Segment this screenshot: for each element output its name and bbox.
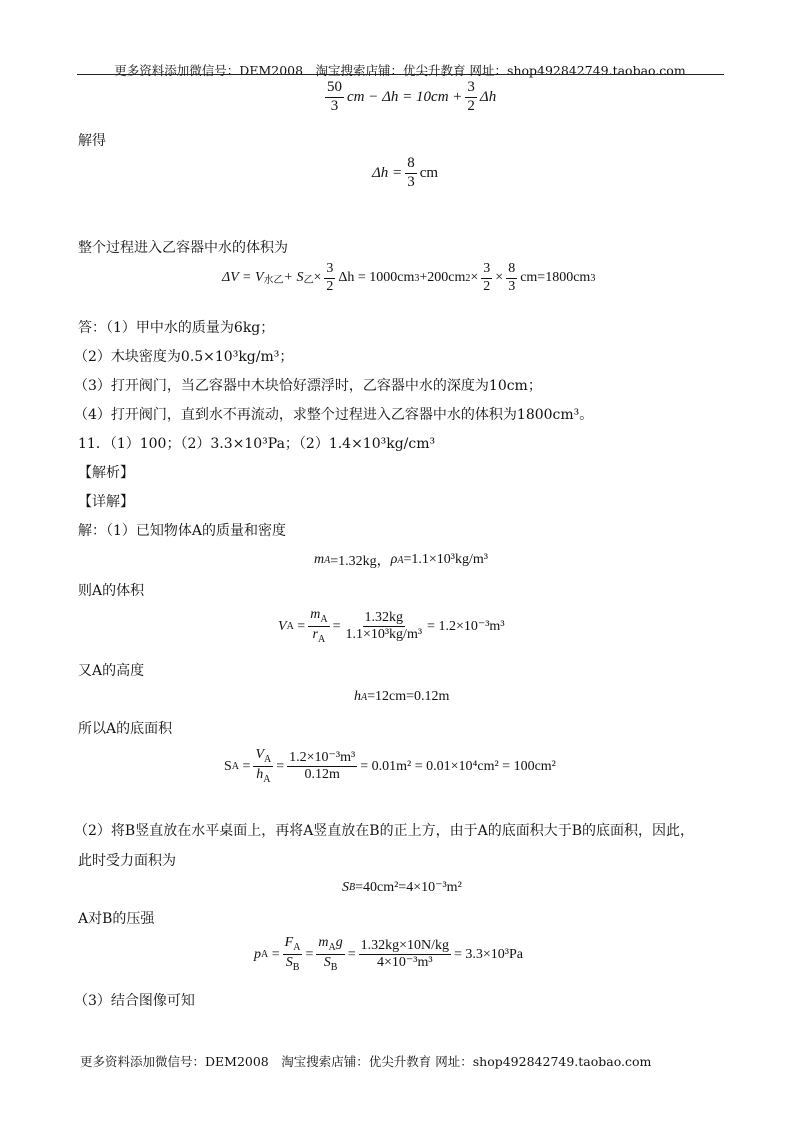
section-xiangjie: 【详解】 bbox=[78, 494, 134, 510]
text-jiede: 解得 bbox=[78, 133, 106, 149]
fraction: $\frac{3}{2}$ bbox=[467, 79, 475, 114]
answer-line: （3）打开阀门，当乙容器中木块恰好漂浮时，乙容器中水的深度为10cm； bbox=[74, 378, 542, 394]
text-total-volume: 整个过程进入乙容器中水的体积为 bbox=[78, 240, 288, 256]
question-11-answer: 11．（1）100；（2）3.3×10³Pa；（2）1.4×10³kg/cm³ bbox=[78, 436, 436, 452]
paragraph-2-line2: 此时受力面积为 bbox=[78, 853, 176, 869]
equation-5: V A = $\frac{m_A}{r_A}$ = $\frac{1.32kg}{\text{1.1×10³kg/m³}}$ = 1.2×10⁻³m³ bbox=[278, 607, 505, 646]
solution-step: 解：（1）已知物体A的质量和密度 bbox=[78, 523, 287, 539]
solution-step: 则A的体积 bbox=[78, 583, 145, 599]
equation-2: Δh = $\frac{8}{3}$ cm bbox=[372, 155, 439, 190]
answer-line: （2）木块密度为0.5×10³kg/m³； bbox=[74, 349, 294, 365]
equation-9: p A = $\frac{F_A}{S_B}$ = $\frac{m_Ag}{S_B}$ = $\frac{1.32kg\times 10N/kg}{\text{4×10⁻³m³}}$ = 3.3×10³Pa bbox=[254, 935, 524, 974]
answer-line: （4）打开阀门，直到水不再流动，求整个过程进入乙容器中水的体积为1800cm³。 bbox=[74, 407, 594, 423]
equation-8: S B =40cm²=4×10⁻³m² bbox=[342, 879, 462, 895]
solution-step: A对B的压强 bbox=[78, 911, 155, 927]
section-jiexi: 【解析】 bbox=[78, 465, 134, 481]
page-footer: 更多资料添加微信号：DEM2008 淘宝搜索店铺：优尖升教育 网址：shop492842749.taobao.com bbox=[80, 1054, 652, 1069]
equation-6: h A =12cm=0.12m bbox=[354, 689, 450, 704]
fraction: $\frac{50}{3}$ bbox=[327, 79, 342, 114]
solution-step: 又A的高度 bbox=[78, 663, 145, 679]
solution-step: （3）结合图像可知 bbox=[74, 993, 195, 1009]
answer-line: 答：（1）甲中水的质量为6kg； bbox=[78, 320, 275, 336]
equation-7: S A = $\frac{V_A}{h_A}$ = $\frac{\text{1.2×10⁻³m³}}{0.12m}$ = 0.01m² = 0.01×10⁴cm² = 100cm² bbox=[224, 747, 556, 786]
header-divider bbox=[77, 74, 724, 75]
equation-3: ΔV = V 水乙 + S 乙 × $\frac{3}{2}$ Δh = 1000cm 3 +200cm 2 × $\frac{3}{2}$ × $\frac{8}{3}$ cm=1800cm 3 bbox=[222, 261, 596, 294]
equation-4: m A =1.32kg， ρ A =1.1×10³kg/m³ bbox=[314, 552, 488, 569]
page-header: 更多资料添加微信号：DEM2008 淘宝搜索店铺：优尖升教育 网址：shop492842749.taobao.com bbox=[114, 63, 686, 78]
equation-1: $\frac{50}{3}$ cm − Δh = 10cm + $\frac{3}{2}$ Δh bbox=[327, 79, 497, 114]
solution-step: 所以A的底面积 bbox=[78, 721, 173, 737]
paragraph-2-line1: （2）将B竖直放在水平桌面上，再将A竖直放在B的正上方，由于A的底面积大于B的底面积，因此， bbox=[74, 823, 694, 839]
